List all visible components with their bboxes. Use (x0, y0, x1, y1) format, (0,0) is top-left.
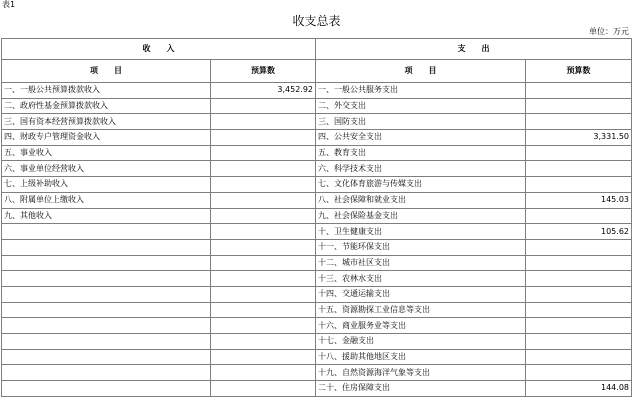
table-row (2, 318, 632, 334)
expense-item-cell: 十二、城市社区支出 (316, 255, 526, 271)
table-row (2, 302, 632, 318)
income-budget-cell (211, 349, 316, 365)
income-budget-cell (211, 302, 316, 318)
unit-label: 单位：万元 (589, 27, 629, 36)
income-budget-cell (211, 239, 316, 255)
table-row (2, 161, 632, 177)
expense-item-cell: 十九、自然资源海洋气象等支出 (316, 365, 526, 381)
income-budget-cell (211, 161, 316, 177)
table-row (2, 381, 632, 397)
expense-budget-cell (526, 145, 632, 161)
expense-item-cell: 十三、农林水支出 (316, 271, 526, 287)
income-budget-cell (211, 381, 316, 397)
expense-budget-cell: 145.03 (526, 192, 632, 208)
income-item-cell: 七、上级补助收入 (2, 177, 211, 193)
expense-budget-cell (526, 177, 632, 193)
expense-item-cell: 八、社会保障和就业支出 (316, 192, 526, 208)
income-item-cell (2, 224, 211, 240)
income-item-cell: 一、一般公共预算拨款收入 (2, 83, 211, 99)
sheet-label: 表1 (2, 0, 16, 9)
header-row-sections (2, 39, 632, 60)
income-budget-cell (211, 286, 316, 302)
header-row-columns (2, 60, 632, 83)
table-row (2, 192, 632, 208)
expense-budget-cell (526, 83, 632, 99)
expense-item-cell: 九、社会保险基金支出 (316, 208, 526, 224)
expense-item-header: 项 目 (316, 60, 526, 83)
income-budget-cell (211, 177, 316, 193)
expense-item-cell: 十、卫生健康支出 (316, 224, 526, 240)
table-row (2, 98, 632, 114)
income-item-cell: 八、附属单位上缴收入 (2, 192, 211, 208)
expense-item-cell: 十五、资源勘探工业信息等支出 (316, 302, 526, 318)
expense-item-cell: 十八、援助其他地区支出 (316, 349, 526, 365)
income-item-cell (2, 302, 211, 318)
expense-item-cell: 十四、交通运输支出 (316, 286, 526, 302)
income-item-cell: 五、事业收入 (2, 145, 211, 161)
expense-item-cell: 二十、住房保障支出 (316, 381, 526, 397)
table-row (2, 349, 632, 365)
expense-budget-cell (526, 114, 632, 130)
expense-budget-cell: 3,331.50 (526, 130, 632, 146)
table-row (2, 130, 632, 146)
expense-budget-cell (526, 255, 632, 271)
expense-budget-cell (526, 334, 632, 350)
income-item-cell: 二、政府性基金预算拨款收入 (2, 98, 211, 114)
table-row (2, 177, 632, 193)
expense-budget-cell (526, 286, 632, 302)
table-row (2, 114, 632, 130)
income-budget-cell (211, 114, 316, 130)
income-budget-cell (211, 192, 316, 208)
income-item-cell (2, 334, 211, 350)
expense-header: 支 出 (316, 39, 632, 60)
income-item-cell: 九、其他收入 (2, 208, 211, 224)
income-budget-cell (211, 365, 316, 381)
income-budget-cell (211, 208, 316, 224)
expense-budget-header: 预算数 (526, 60, 632, 83)
expense-item-cell: 四、公共安全支出 (316, 130, 526, 146)
expense-item-cell: 一、一般公共服务支出 (316, 83, 526, 99)
table-row (2, 286, 632, 302)
table-row (2, 224, 632, 240)
table-row (2, 239, 632, 255)
expense-budget-cell: 144.08 (526, 381, 632, 397)
table-row (2, 145, 632, 161)
expense-budget-cell (526, 349, 632, 365)
income-budget-cell (211, 334, 316, 350)
expense-budget-cell (526, 239, 632, 255)
income-budget-cell (211, 98, 316, 114)
expense-budget-cell (526, 208, 632, 224)
income-item-header: 项 目 (2, 60, 211, 83)
income-budget-cell (211, 255, 316, 271)
income-item-cell: 三、国有资本经营预算拨款收入 (2, 114, 211, 130)
table-row (2, 271, 632, 287)
income-budget-cell (211, 224, 316, 240)
expense-budget-cell (526, 318, 632, 334)
table-row (2, 365, 632, 381)
table-row (2, 334, 632, 350)
expense-item-cell: 五、教育支出 (316, 145, 526, 161)
expense-item-cell: 十六、商业服务业等支出 (316, 318, 526, 334)
income-item-cell (2, 271, 211, 287)
page-title: 收支总表 (292, 14, 341, 28)
income-budget-cell (211, 271, 316, 287)
expense-budget-cell (526, 271, 632, 287)
income-item-cell (2, 365, 211, 381)
expense-item-cell: 十七、金融支出 (316, 334, 526, 350)
expense-budget-cell (526, 365, 632, 381)
income-budget-cell: 3,452.92 (211, 83, 316, 99)
income-item-cell (2, 239, 211, 255)
expense-budget-cell (526, 98, 632, 114)
income-budget-cell (211, 145, 316, 161)
expense-budget-cell (526, 302, 632, 318)
expense-item-cell: 十一、节能环保支出 (316, 239, 526, 255)
table-row (2, 208, 632, 224)
income-item-cell (2, 318, 211, 334)
income-item-cell: 四、财政专户管理资金收入 (2, 130, 211, 146)
table-row (2, 255, 632, 271)
income-budget-cell (211, 318, 316, 334)
expense-item-cell: 二、外交支出 (316, 98, 526, 114)
income-budget-cell (211, 130, 316, 146)
expense-budget-cell (526, 161, 632, 177)
income-header: 收 入 (2, 39, 316, 60)
income-item-cell: 六、事业单位经营收入 (2, 161, 211, 177)
income-item-cell (2, 349, 211, 365)
expense-budget-cell: 105.62 (526, 224, 632, 240)
income-item-cell (2, 286, 211, 302)
expense-item-cell: 七、文化体育旅游与传媒支出 (316, 177, 526, 193)
budget-table (1, 38, 632, 397)
expense-item-cell: 三、国防支出 (316, 114, 526, 130)
income-item-cell (2, 381, 211, 397)
income-item-cell (2, 255, 211, 271)
table-row (2, 83, 632, 99)
expense-item-cell: 六、科学技术支出 (316, 161, 526, 177)
income-budget-header: 预算数 (211, 60, 316, 83)
